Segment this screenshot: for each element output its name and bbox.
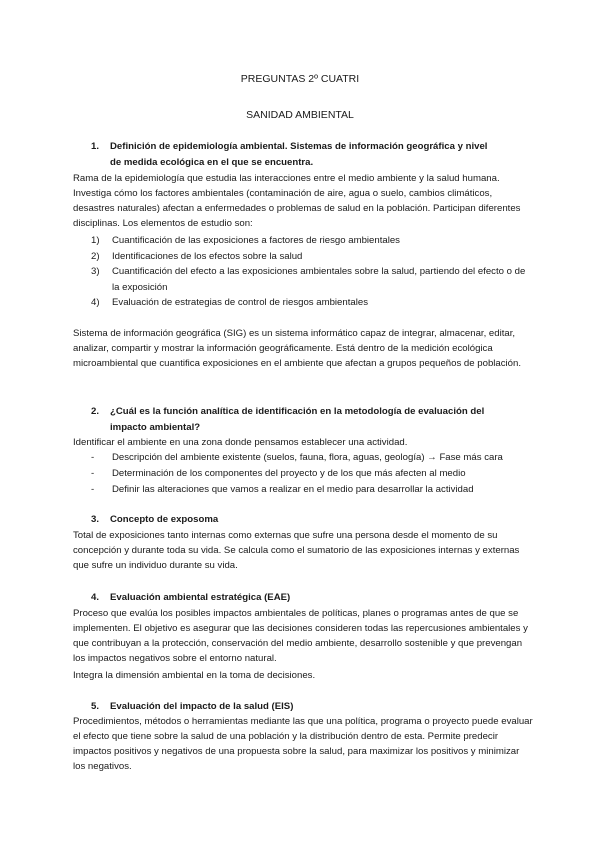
section-title: Definición de epidemiología ambiental. Sistemas de información geográfica y nivel de medida ecológica en el que se encuentra. (110, 141, 488, 168)
section-title: Evaluación ambiental estratégica (EAE) (110, 592, 291, 603)
list-text: Cuantificación del efecto a las exposiciones ambientales sobre la salud, partiendo del efecto o de la exposición (112, 266, 526, 293)
list-text: Evaluación de estrategias de control de riesgos ambientales (112, 297, 368, 308)
list-text: Determinación de los componentes del proyecto y de los que más afecten al medio (112, 468, 466, 479)
section-3-body: Total de exposiciones tanto internas como externas que sufre una persona desde el momento de su concepción y durante toda su vida. Se calcula como el sumatorio de las exposiciones internas y externas que sufre un individuo durante su vida. (73, 530, 520, 571)
section-title: Evaluación del impacto de la salud (EIS) (110, 701, 294, 712)
section-title: ¿Cuál es la función analítica de identificación en la metodología de evaluación del impacto ambiental? (110, 406, 485, 433)
section-number: 1. (91, 141, 100, 152)
section-number: 3. (91, 514, 100, 525)
section-4-body-2: Integra la dimensión ambiental en la toma de decisiones. (73, 670, 316, 681)
list-marker: 4) (91, 297, 100, 308)
list-text: Identificaciones de los efectos sobre la salud (112, 251, 303, 262)
list-text: Cuantificación de las exposiciones a factores de riesgo ambientales (112, 235, 400, 246)
list-text: Definir las alteraciones que vamos a realizar en el medio para desarrollar la actividad (112, 484, 474, 495)
list-text: Descripción del ambiente existente (suelos, fauna, flora, aguas, geología) → Fase más cara (112, 452, 503, 463)
list-marker: 2) (91, 251, 100, 262)
list-marker: - (91, 484, 95, 495)
section-1-intro: Rama de la epidemiología que estudia las interacciones entre el medio ambiente y la salud humana. Investiga cómo los factores ambientales (contaminación de aire, agua o suelo, cambios climáticos, desastres naturales) afectan a enfermedades o problemas de salud en la población. Participan diferentes disciplinas. Los elementos de estudio son: (73, 173, 521, 229)
section-number: 5. (91, 701, 100, 712)
section-5-body: Procedimientos, métodos o herramientas mediante las que una política, programa o proyecto puede evaluar el efecto que tiene sobre la salud de una población y la distribución dentro de esta. Permite predecir impactos positivos y negativos de una propuesta sobre la salud, para maximizar los positivos y minimizar los negativos. (73, 716, 533, 772)
section-number: 4. (91, 592, 100, 603)
list-marker: 3) (91, 266, 100, 277)
document-title: PREGUNTAS 2º CUATRI (240, 73, 360, 85)
list-marker: - (91, 468, 95, 479)
list-marker: 1) (91, 235, 100, 246)
section-1-paragraph: Sistema de información geográfica (SIG) es un sistema informático capaz de integrar, almacenar, editar, analizar, compartir y mostrar la información geográficamente. Está dentro de la medición ecológica microambiental que cuantifica exposiciones en el ambiente que afectan a grupos pequeños de población. (73, 328, 522, 369)
section-number: 2. (91, 406, 100, 417)
list-marker: - (91, 452, 95, 463)
section-2-intro: Identificar el ambiente en una zona donde pensamos establecer una actividad. (73, 437, 408, 448)
section-title: Concepto de exposoma (110, 514, 219, 525)
document-subtitle: SANIDAD AMBIENTAL (246, 109, 354, 121)
section-4-body: Proceso que evalúa los posibles impactos ambientales de políticas, planes o programas antes de que se implementen. El objetivo es asegurar que las decisiones consideren todas las repercusiones ambientales y que contribuyan a la protección, conservación del medio ambiente, desarrollo sostenible y que prevengan los impactos negativos sobre el entorno natural. (73, 608, 528, 664)
